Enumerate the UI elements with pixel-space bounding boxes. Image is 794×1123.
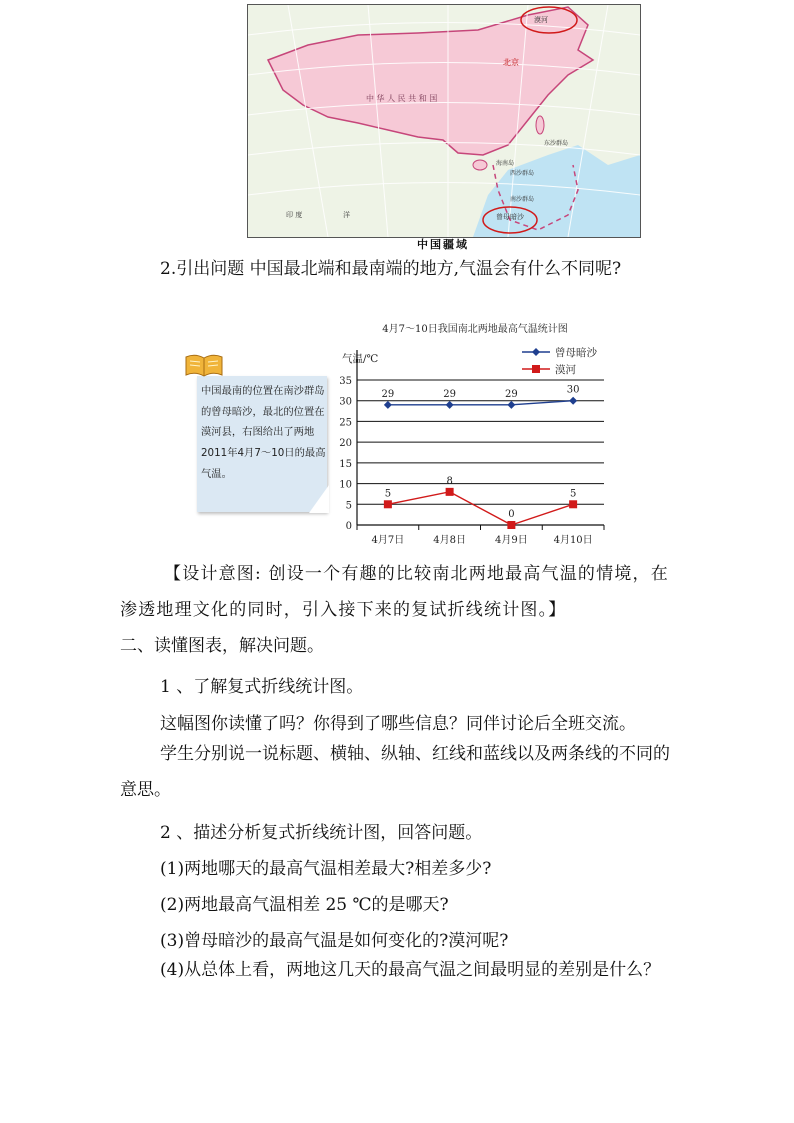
- series-point: [384, 500, 392, 508]
- china-territory-map: [247, 4, 641, 238]
- map-label-india: 印 度: [286, 211, 303, 219]
- paragraph-students: 学生分别说一说标题、横轴、纵轴、红线和蓝线以及两条线的不同的意思。: [120, 744, 670, 800]
- x-tick-label: 4月9日: [495, 535, 528, 546]
- design-intent: 【设计意图: 创设一个有趣的比较南北两地最高气温的情境，在渗透地理文化的同时，引入接下来的复试折线统计图。】: [120, 564, 669, 620]
- x-tick-label: 4月7日: [371, 535, 405, 546]
- x-tick-label: 4月10日: [553, 535, 593, 546]
- legend-marker: [532, 348, 540, 356]
- data-label: 5: [384, 488, 392, 500]
- y-tick-label: 15: [339, 458, 352, 470]
- map-label-mohe: 漠河: [534, 16, 548, 24]
- temperature-line-chart: [330, 318, 620, 550]
- chart-title: 4月7～10日我国南北两地最高气温统计图: [382, 324, 568, 335]
- item-2: 2 、描述分析复式折线统计图，回答问题。: [160, 823, 483, 843]
- chart-y-axis-label: 气温/℃: [342, 353, 379, 365]
- paragraph-read: 这幅图你读懂了吗？你得到了哪些信息？同伴讨论后全班交流。: [160, 714, 636, 734]
- y-tick-label: 30: [339, 396, 352, 408]
- note-text: 中国最南的位置在南沙群岛的曾母暗沙，最北的位置在漠河县，右图给出了两地2011年4月7～10日的最高气温。: [201, 385, 326, 480]
- book-icon: [184, 351, 224, 379]
- question-1: (1)两地哪天的最高气温相差最大?相差多少?: [160, 859, 492, 879]
- map-label-nansha: 南沙群岛: [510, 196, 535, 203]
- x-tick-label: 4月8日: [433, 535, 466, 546]
- y-tick-label: 0: [345, 521, 352, 532]
- series-line-1: [388, 492, 573, 525]
- item-1: 1 、了解复式折线统计图。: [160, 677, 364, 697]
- y-tick-label: 20: [339, 438, 352, 450]
- chart-legend: [522, 346, 597, 376]
- series-point: [446, 488, 454, 496]
- section-two-heading: 二、读懂图表，解决问题。: [120, 636, 324, 656]
- data-label: 30: [566, 384, 580, 396]
- map-label-beijing: 北京: [503, 58, 519, 67]
- data-label: 29: [505, 388, 518, 400]
- data-label: 8: [446, 475, 453, 487]
- chart-y-ticks: [339, 376, 352, 532]
- legend-marker: [532, 365, 540, 373]
- series-point: [507, 521, 515, 529]
- map-caption: 中国疆域: [417, 238, 469, 251]
- data-label: 5: [569, 488, 577, 500]
- series-point: [384, 401, 392, 409]
- y-tick-label: 5: [345, 500, 352, 512]
- series-point: [569, 397, 577, 405]
- legend-label: 漠河: [555, 364, 576, 376]
- data-label: 29: [381, 388, 395, 400]
- map-label-dongsha: 东沙群岛: [544, 140, 569, 147]
- legend-label: 曾母暗沙: [555, 347, 597, 359]
- y-tick-label: 10: [339, 479, 352, 491]
- question-4: (4)从总体上看，两地这几天的最高气温之间最明显的差别是什么？: [160, 960, 661, 980]
- data-label: 29: [443, 388, 456, 400]
- map-label-country: 中 华 人 民 共 和 国: [366, 94, 438, 103]
- question-2: (2)两地最高气温相差 25 ℃的是哪天?: [160, 895, 449, 915]
- series-point: [446, 401, 454, 409]
- series-point: [569, 500, 577, 508]
- map-label-hainan: 海南岛: [496, 160, 515, 167]
- chart-series: [382, 385, 580, 529]
- map-label-xisha: 西沙群岛: [510, 170, 535, 177]
- y-tick-label: 25: [339, 417, 352, 429]
- question-3: (3)曾母暗沙的最高气温是如何变化的?漠河呢?: [160, 931, 509, 951]
- y-tick-label: 35: [339, 376, 352, 387]
- map-label-zengmu: 曾母暗沙: [496, 213, 524, 221]
- map-label-ocean: 洋: [343, 211, 350, 219]
- note-card-fold: [309, 485, 329, 513]
- data-label: 0: [508, 509, 515, 520]
- chart-x-ticks: [372, 534, 593, 546]
- series-point: [507, 401, 515, 409]
- question-intro: 2.引出问题 中国最北端和最南端的地方,气温会有什么不同呢?: [160, 259, 622, 279]
- series-line-0: [388, 401, 573, 405]
